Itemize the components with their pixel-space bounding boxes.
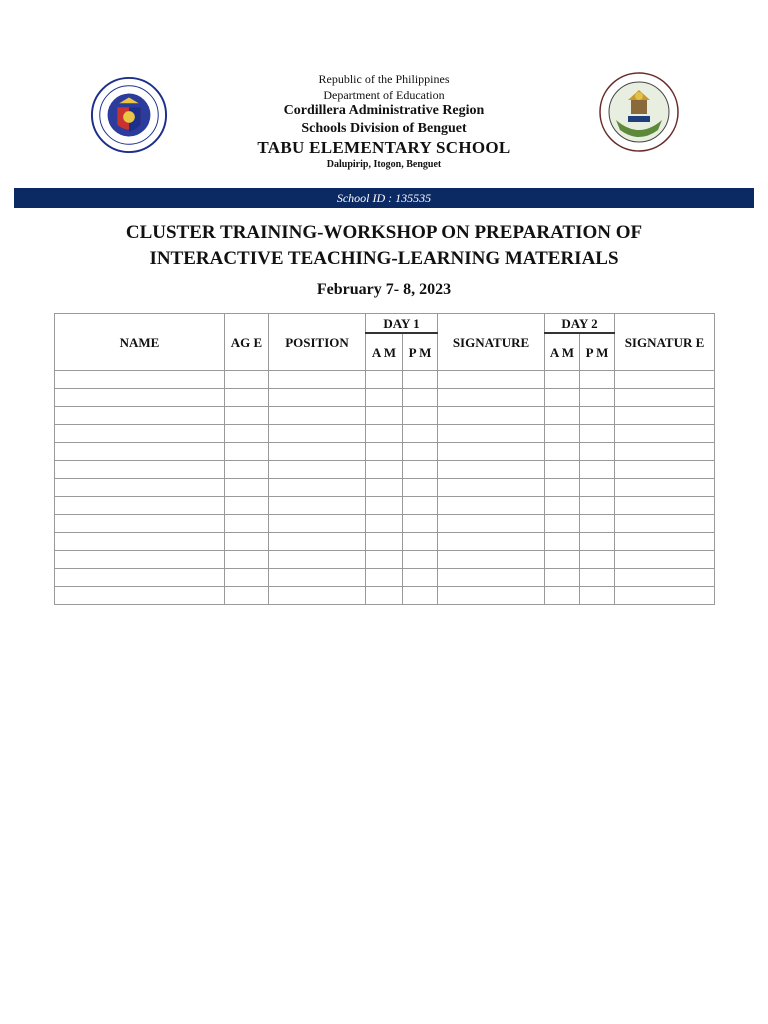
table-cell — [366, 371, 403, 389]
table-cell — [615, 551, 715, 569]
table-cell — [366, 587, 403, 605]
table-cell — [366, 569, 403, 587]
table-row — [55, 515, 715, 533]
table-row — [55, 371, 715, 389]
attendance-table — [54, 313, 715, 605]
table-cell — [438, 407, 545, 425]
department-line: Department of Education — [323, 88, 445, 102]
col-header-day2-am: A M — [545, 333, 580, 371]
table-cell — [438, 389, 545, 407]
table-cell — [403, 425, 438, 443]
table-row — [55, 389, 715, 407]
table-cell — [545, 497, 580, 515]
table-cell — [403, 587, 438, 605]
republic-line: Republic of the Philippines — [318, 72, 450, 86]
table-cell — [269, 407, 366, 425]
table-cell — [545, 371, 580, 389]
table-cell — [580, 515, 615, 533]
table-cell — [615, 533, 715, 551]
table-cell — [366, 461, 403, 479]
table-cell — [580, 407, 615, 425]
table-cell — [225, 407, 269, 425]
table-cell — [55, 407, 225, 425]
table-cell — [615, 497, 715, 515]
table-cell — [269, 461, 366, 479]
table-cell — [55, 389, 225, 407]
table-cell — [545, 587, 580, 605]
table-cell — [438, 497, 545, 515]
table-cell — [438, 425, 545, 443]
table-cell — [580, 479, 615, 497]
table-cell — [269, 425, 366, 443]
table-row — [55, 407, 715, 425]
table-cell — [615, 407, 715, 425]
table-cell — [615, 587, 715, 605]
table-cell — [580, 587, 615, 605]
table-cell — [225, 551, 269, 569]
table-cell — [55, 515, 225, 533]
table-cell — [269, 551, 366, 569]
table-cell — [225, 479, 269, 497]
table-row — [55, 551, 715, 569]
school-address: Dalupirip, Itogon, Benguet — [326, 159, 442, 170]
table-cell — [366, 533, 403, 551]
table-cell — [225, 443, 269, 461]
table-cell — [438, 533, 545, 551]
table-row — [55, 587, 715, 605]
col-header-day1-am: A M — [366, 333, 403, 371]
table-cell — [225, 425, 269, 443]
table-cell — [545, 389, 580, 407]
table-cell — [580, 389, 615, 407]
col-header-age: AG E — [225, 314, 269, 371]
col-header-name: NAME — [55, 314, 225, 371]
table-cell — [615, 425, 715, 443]
title-line-1: CLUSTER TRAINING-WORKSHOP ON PREPARATION OF — [125, 222, 643, 243]
table-cell — [580, 533, 615, 551]
col-header-day1-pm: P M — [403, 333, 438, 371]
table-cell — [55, 497, 225, 515]
table-cell — [403, 371, 438, 389]
table-cell — [366, 425, 403, 443]
table-cell — [225, 569, 269, 587]
table-cell — [55, 443, 225, 461]
table-cell — [225, 587, 269, 605]
table-row — [55, 497, 715, 515]
division-line: Schools Division of Benguet — [301, 121, 467, 136]
table-cell — [403, 443, 438, 461]
table-cell — [269, 533, 366, 551]
table-cell — [55, 425, 225, 443]
table-cell — [438, 479, 545, 497]
table-cell — [55, 587, 225, 605]
table-cell — [225, 371, 269, 389]
table-cell — [269, 479, 366, 497]
table-cell — [225, 515, 269, 533]
table-cell — [438, 443, 545, 461]
table-cell — [438, 587, 545, 605]
table-cell — [55, 569, 225, 587]
table-row — [55, 425, 715, 443]
col-header-day2-pm: P M — [580, 333, 615, 371]
table-cell — [580, 425, 615, 443]
table-cell — [269, 587, 366, 605]
table-cell — [545, 443, 580, 461]
table-cell — [438, 371, 545, 389]
table-cell — [545, 425, 580, 443]
table-cell — [545, 461, 580, 479]
col-header-day2: DAY 2 — [545, 314, 615, 334]
table-cell — [403, 533, 438, 551]
table-cell — [269, 443, 366, 461]
table-cell — [225, 533, 269, 551]
table-cell — [545, 569, 580, 587]
table-row — [55, 533, 715, 551]
table-cell — [403, 569, 438, 587]
table-cell — [580, 461, 615, 479]
table-cell — [225, 461, 269, 479]
table-cell — [403, 497, 438, 515]
table-cell — [615, 389, 715, 407]
table-cell — [366, 515, 403, 533]
table-cell — [269, 569, 366, 587]
table-cell — [545, 533, 580, 551]
table-cell — [55, 371, 225, 389]
event-date: February 7- 8, 2023 — [316, 281, 452, 298]
table-cell — [580, 443, 615, 461]
table-cell — [545, 407, 580, 425]
table-cell — [225, 389, 269, 407]
table-cell — [615, 569, 715, 587]
table-row — [55, 443, 715, 461]
table-cell — [55, 533, 225, 551]
letterhead — [0, 0, 768, 185]
table-cell — [269, 371, 366, 389]
school-id-bar: School ID : 135535 — [14, 188, 754, 208]
table-cell — [366, 389, 403, 407]
table-row — [55, 479, 715, 497]
table-cell — [366, 479, 403, 497]
table-cell — [615, 461, 715, 479]
table-cell — [438, 551, 545, 569]
table-cell — [580, 551, 615, 569]
table-cell — [269, 515, 366, 533]
table-cell — [615, 479, 715, 497]
table-cell — [403, 389, 438, 407]
table-cell — [403, 461, 438, 479]
table-cell — [580, 497, 615, 515]
table-cell — [55, 551, 225, 569]
col-header-day1: DAY 1 — [366, 314, 438, 334]
table-cell — [438, 569, 545, 587]
col-header-position: POSITION — [269, 314, 366, 371]
col-header-signature-2: SIGNATUR E — [615, 314, 715, 371]
table-cell — [403, 515, 438, 533]
title-line-2: INTERACTIVE TEACHING-LEARNING MATERIALS — [149, 248, 619, 269]
table-cell — [269, 497, 366, 515]
col-header-signature-1: SIGNATURE — [438, 314, 545, 371]
table-cell — [55, 461, 225, 479]
table-cell — [366, 497, 403, 515]
table-cell — [615, 371, 715, 389]
document-title — [0, 220, 768, 272]
school-name: TABU ELEMENTARY SCHOOL — [257, 138, 511, 157]
table-cell — [269, 389, 366, 407]
table-cell — [366, 407, 403, 425]
table-cell — [403, 407, 438, 425]
table-cell — [438, 515, 545, 533]
table-cell — [615, 515, 715, 533]
attendance-rows — [55, 371, 715, 605]
table-cell — [545, 515, 580, 533]
table-row — [55, 461, 715, 479]
table-cell — [366, 443, 403, 461]
table-cell — [438, 461, 545, 479]
table-cell — [403, 479, 438, 497]
table-cell — [545, 551, 580, 569]
table-cell — [225, 497, 269, 515]
table-cell — [545, 479, 580, 497]
table-cell — [403, 551, 438, 569]
table-cell — [55, 479, 225, 497]
table-row — [55, 569, 715, 587]
region-line: Cordillera Administrative Region — [283, 103, 485, 118]
table-cell — [580, 569, 615, 587]
table-cell — [615, 443, 715, 461]
table-cell — [366, 551, 403, 569]
table-cell — [580, 371, 615, 389]
